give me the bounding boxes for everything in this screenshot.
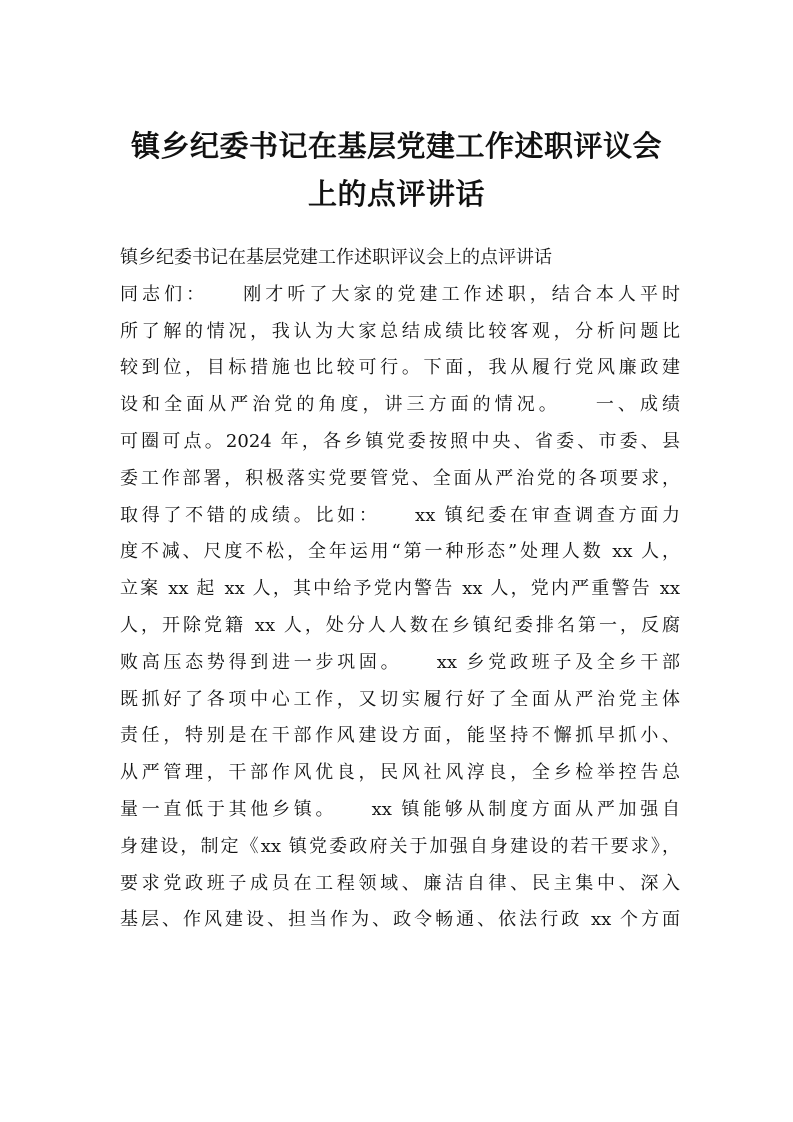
- body-line: 人，开除党籍 xx 人，处分人人数在乡镇纪委排名第一，反腐: [120, 614, 680, 636]
- body-line: 从严管理，干部作风优良，民风社风淳良，全乡检举控告总: [120, 762, 680, 784]
- body-line: 可圈可点。2024 年，各乡镇党委按照中央、省委、市委、县: [120, 430, 680, 452]
- body-line: 委工作部署，积极落实党要管党、全面从严治党的各项要求，: [120, 467, 680, 489]
- document-title-line-2: 上的点评讲话: [307, 177, 485, 211]
- body-line: 度不减、尺度不松，全年运用“第一种形态”处理人数 xx 人，: [120, 541, 680, 563]
- body-line: 所了解的情况，我认为大家总结成绩比较客观，分析问题比: [120, 320, 680, 342]
- body-line: 立案 xx 起 xx 人，其中给予党内警告 xx 人，党内严重警告 xx: [120, 578, 680, 600]
- body-line: 量一直低于其他乡镇。 xx 镇能够从制度方面从严加强自: [120, 798, 680, 820]
- body-line: 既抓好了各项中心工作，又切实履行好了全面从严治党主体: [120, 688, 680, 710]
- body-line: 镇乡纪委书记在基层党建工作述职评议会上的点评讲话: [120, 247, 552, 268]
- body-line: 身建设，制定《xx 镇党委政府关于加强自身建设的若干要求》，: [120, 835, 680, 857]
- body-line: 责任，特别是在干部作风建设方面，能坚持不懈抓早抓小、: [120, 725, 680, 747]
- body-line: 较到位，目标措施也比较可行。下面，我从履行党风廉政建: [120, 357, 680, 379]
- body-line: 要求党政班子成员在工程领域、廉洁自律、民主集中、深入: [120, 872, 680, 894]
- body-line: 基层、作风建设、担当作为、政令畅通、依法行政 xx 个方面: [120, 909, 680, 931]
- document-body: [120, 240, 680, 939]
- body-line: 设和全面从严治党的角度，讲三方面的情况。 一、成绩: [120, 394, 680, 416]
- body-line: 取得了不错的成绩。比如： xx 镇纪委在审查调查方面力: [120, 504, 680, 526]
- body-line: 败高压态势得到进一步巩固。 xx 乡党政班子及全乡干部: [120, 651, 680, 673]
- body-line: 同志们： 刚才听了大家的党建工作述职，结合本人平时: [120, 283, 680, 305]
- document-title-line-1: 镇乡纪委书记在基层党建工作述职评议会: [130, 129, 662, 163]
